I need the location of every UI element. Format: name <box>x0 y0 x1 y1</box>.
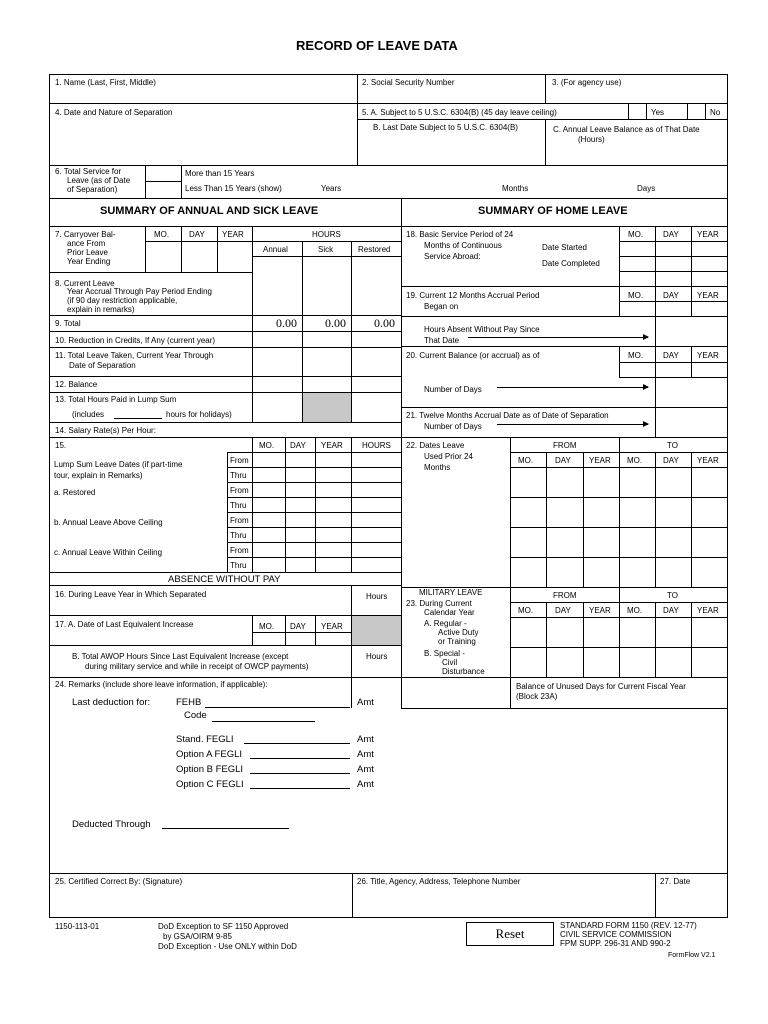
accrual-1: 19. Current 12 Months Accrual Period <box>406 291 540 300</box>
num-days-2: Number of Days <box>424 422 482 431</box>
lump-thru-1: Thru <box>230 471 247 480</box>
basic-service-3: Service Abroad: <box>424 252 481 261</box>
dates-to: TO <box>667 441 678 450</box>
military-day-2: DAY <box>663 606 679 615</box>
opt-b-line[interactable] <box>250 773 350 774</box>
lump-thru-3: Thru <box>230 531 247 540</box>
basic-service-2: Months of Continuous <box>424 241 502 250</box>
balance-5c-label: C. Annual Leave Balance as of That Date <box>553 125 700 134</box>
opt-b-amt: Amt <box>357 764 374 775</box>
special-2: Civil <box>442 658 458 667</box>
hours-header: HOURS <box>312 230 341 239</box>
lump-above: b. Annual Leave Above Ceiling <box>54 518 163 527</box>
carryover-label-3: Prior Leave <box>67 248 108 257</box>
fehb-amt: Amt <box>357 697 374 708</box>
dates-day-1: DAY <box>555 456 571 465</box>
fehb-line[interactable] <box>205 707 350 708</box>
absent-2: That Date <box>424 336 460 345</box>
special-3: Disturbance <box>442 667 485 676</box>
opt-c-label: Option C FEGLI <box>176 779 244 790</box>
annual-sick-header: SUMMARY OF ANNUAL AND SICK LEAVE <box>100 205 319 217</box>
dod-line-3: DoD Exception - Use ONLY within DoD <box>158 942 297 951</box>
home-mo-3: MO. <box>628 351 644 360</box>
awop-year: YEAR <box>321 622 343 631</box>
lump-thru-2: Thru <box>230 501 247 510</box>
opt-a-label: Option A FEGLI <box>176 749 243 760</box>
dates-year-1: YEAR <box>589 456 611 465</box>
service-label-1: 6. Total Service for <box>55 167 122 176</box>
awop-total-1: B. Total AWOP Hours Since Last Equivalent Increase (except <box>72 652 289 661</box>
lump-day: DAY <box>290 441 306 450</box>
code-line[interactable] <box>212 721 315 722</box>
code-label: Code <box>184 710 207 721</box>
lump-from-4: From <box>230 546 249 555</box>
no-label: No <box>710 108 721 117</box>
basic-service-1: 18. Basic Service Period of 24 <box>406 230 514 239</box>
current-leave-2: Year Accrual Through Pay Period Ending <box>67 287 212 296</box>
regular-2: Active Duty <box>438 628 479 637</box>
accrual-2: Began on <box>424 302 459 311</box>
opt-a-amt: Amt <box>357 749 374 760</box>
months-label: Months <box>502 184 529 193</box>
form-code: 1150-113-01 <box>55 922 100 931</box>
sf-line-1: STANDARD FORM 1150 (REV. 12-77) <box>560 921 697 930</box>
date-label: 27. Date <box>660 877 691 886</box>
awop-header: ABSENCE WITHOUT PAY <box>168 574 281 585</box>
dates-mo-2: MO. <box>627 456 643 465</box>
formflow-version: FormFlow V2.1 <box>668 952 716 959</box>
carryover-year: YEAR <box>222 230 244 239</box>
military-header: MILITARY LEAVE <box>419 588 483 597</box>
current-leave-3: (if 90 day restriction applicable, <box>67 296 178 305</box>
stand-fegli-label: Stand. FEGLI <box>176 734 234 745</box>
unused-days-1: Balance of Unused Days for Current Fiscal Year <box>516 682 686 691</box>
total-sick-value: 0.00 <box>325 316 346 330</box>
service-label-2: Leave (as of Date <box>67 176 131 185</box>
military-current-2: Calendar Year <box>424 608 475 617</box>
taken-label-1: 11. Total Leave Taken, Current Year Through <box>55 351 214 360</box>
regular-3: or Training <box>438 637 476 646</box>
agency-label: 3. (For agency use) <box>552 78 622 87</box>
reset-button[interactable]: Reset <box>466 922 554 946</box>
opt-a-line[interactable] <box>250 758 350 759</box>
separation-label: 4. Date and Nature of Separation <box>55 108 173 117</box>
lump-thru-4: Thru <box>230 561 247 570</box>
days-label: Days <box>637 184 656 193</box>
regular-1: A. Regular - <box>424 619 467 628</box>
home-leave-header: SUMMARY OF HOME LEAVE <box>478 205 628 217</box>
dates-used-3: Months <box>424 463 451 472</box>
opt-b-label: Option B FEGLI <box>176 764 244 775</box>
lump-dates-1: Lump Sum Leave Dates (if part-time <box>54 460 183 469</box>
balance-5c-hours: (Hours) <box>578 135 605 144</box>
dates-day-2: DAY <box>663 456 679 465</box>
certified-label: 25. Certified Correct By: (Signature) <box>55 877 183 886</box>
carryover-label-1: 7. Carryover Bal- <box>55 230 116 239</box>
date-completed-label: Date Completed <box>542 259 600 268</box>
carryover-mo: MO. <box>154 230 170 239</box>
more-15-label: More than 15 Years <box>185 169 255 178</box>
ssn-label: 2. Social Security Number <box>362 78 455 87</box>
military-to: TO <box>667 591 678 600</box>
lump-within: c. Annual Leave Within Ceiling <box>54 548 163 557</box>
dates-year-2: YEAR <box>697 456 719 465</box>
dates-used-2: Used Prior 24 <box>424 452 473 461</box>
date-started-label: Date Started <box>542 243 587 252</box>
sick-col-header: Sick <box>318 245 334 254</box>
lump-mo: MO. <box>259 441 275 450</box>
taken-label-2: Date of Separation <box>69 361 136 370</box>
opt-c-line[interactable] <box>250 788 350 789</box>
carryover-day: DAY <box>189 230 205 239</box>
subject-5b-label: B. Last Date Subject to 5 U.S.C. 6304(B) <box>373 123 518 132</box>
awop-during: 16. During Leave Year in Which Separated <box>55 590 207 599</box>
home-mo-1: MO. <box>628 230 644 239</box>
total-restored-value: 0.00 <box>374 316 395 330</box>
special-1: B. Special - <box>424 649 465 658</box>
service-label-3: of Separation) <box>67 185 118 194</box>
home-day-2: DAY <box>663 291 679 300</box>
current-leave-1: 8. Current Leave <box>55 279 115 288</box>
home-mo-2: MO. <box>628 291 644 300</box>
home-day-3: DAY <box>663 351 679 360</box>
dates-from: FROM <box>553 441 577 450</box>
awop-hours-2: Hours <box>366 652 388 661</box>
lump-from-3: From <box>230 516 249 525</box>
total-annual-value: 0.00 <box>276 316 297 330</box>
awop-day: DAY <box>290 622 306 631</box>
awop-equiv: 17. A. Date of Last Equivalent Increase <box>55 620 194 629</box>
annual-col-header: Annual <box>263 245 288 254</box>
dates-used-1: 22. Dates Leave <box>406 441 465 450</box>
military-mo-2: MO. <box>627 606 643 615</box>
lump-15-label: 15. <box>55 441 67 450</box>
military-current-1: 23. During Current <box>406 599 472 608</box>
dates-mo-1: MO. <box>518 456 534 465</box>
military-mo-1: MO. <box>518 606 534 615</box>
fehb-label: FEHB <box>176 697 202 708</box>
form-title: RECORD OF LEAVE DATA <box>296 38 458 53</box>
current-balance: 20. Current Balance (or accrual) as of <box>406 351 540 360</box>
stand-fegli-line[interactable] <box>244 743 350 744</box>
last-deduction-label: Last deduction for: <box>72 697 151 708</box>
opt-c-amt: Amt <box>357 779 374 790</box>
deducted-through-label: Deducted Through <box>72 819 151 830</box>
carryover-label-4: Year Ending <box>67 257 111 266</box>
lump-from-1: From <box>230 456 249 465</box>
military-from: FROM <box>553 591 577 600</box>
military-year-1: YEAR <box>589 606 611 615</box>
military-day-1: DAY <box>555 606 571 615</box>
awop-mo: MO. <box>259 622 275 631</box>
unused-days-2: (Block 23A) <box>516 692 558 701</box>
lump-year: YEAR <box>321 441 343 450</box>
military-year-2: YEAR <box>697 606 719 615</box>
home-year-1: YEAR <box>697 230 719 239</box>
twelve-months: 21. Twelve Months Accrual Date as of Date of Separation <box>406 411 609 420</box>
includes-label: (includes <box>72 410 105 419</box>
lump-sum-hours-label: 13. Total Hours Paid in Lump Sum <box>55 395 177 404</box>
current-leave-4: explain in remarks) <box>67 305 135 314</box>
lump-from-2: From <box>230 486 249 495</box>
lump-dates-2: tour, explain in Remarks) <box>54 471 143 480</box>
num-days-1: Number of Days <box>424 385 482 394</box>
title-agency-label: 26. Title, Agency, Address, Telephone Number <box>357 877 521 886</box>
deducted-through-line[interactable] <box>162 828 289 829</box>
sf-line-2: CIVIL SERVICE COMMISSION <box>560 930 672 939</box>
home-year-3: YEAR <box>697 351 719 360</box>
years-label: Years <box>321 184 342 193</box>
yes-label: Yes <box>651 108 665 117</box>
holidays-label: hours for holidays) <box>166 410 232 419</box>
absent-1: Hours Absent Without Pay Since <box>424 325 540 334</box>
lump-restored: a. Restored <box>54 488 96 497</box>
balance-label: 12. Balance <box>55 380 98 389</box>
salary-label: 14. Salary Rate(s) Per Hour: <box>55 426 156 435</box>
dod-line-2: by GSA/OIRM 9-85 <box>163 932 232 941</box>
stand-fegli-amt: Amt <box>357 734 374 745</box>
home-year-2: YEAR <box>697 291 719 300</box>
name-label: 1. Name (Last, First, Middle) <box>55 78 156 87</box>
restored-col-header: Restored <box>358 245 391 254</box>
reduction-label: 10. Reduction in Credits, If Any (current year) <box>55 336 216 345</box>
lump-hours: HOURS <box>362 441 391 450</box>
sf-line-3: FPM SUPP. 296-31 AND 990-2 <box>560 939 671 948</box>
total-label: 9. Total <box>55 319 81 328</box>
awop-total-2: during military service and while in receipt of OWCP payments) <box>85 662 309 671</box>
subject-5a-label: 5. A. Subject to 5 U.S.C. 6304(B) (45 day leave ceiling) <box>362 108 557 117</box>
carryover-label-2: ance From <box>67 239 106 248</box>
dod-line-1: DoD Exception to SF 1150 Approved <box>158 922 289 931</box>
less-15-label: Less Than 15 Years (show) <box>185 184 282 193</box>
home-day-1: DAY <box>663 230 679 239</box>
awop-hours-1: Hours <box>366 592 388 601</box>
remarks-label: 24. Remarks (include shore leave information, if applicable): <box>55 680 268 689</box>
